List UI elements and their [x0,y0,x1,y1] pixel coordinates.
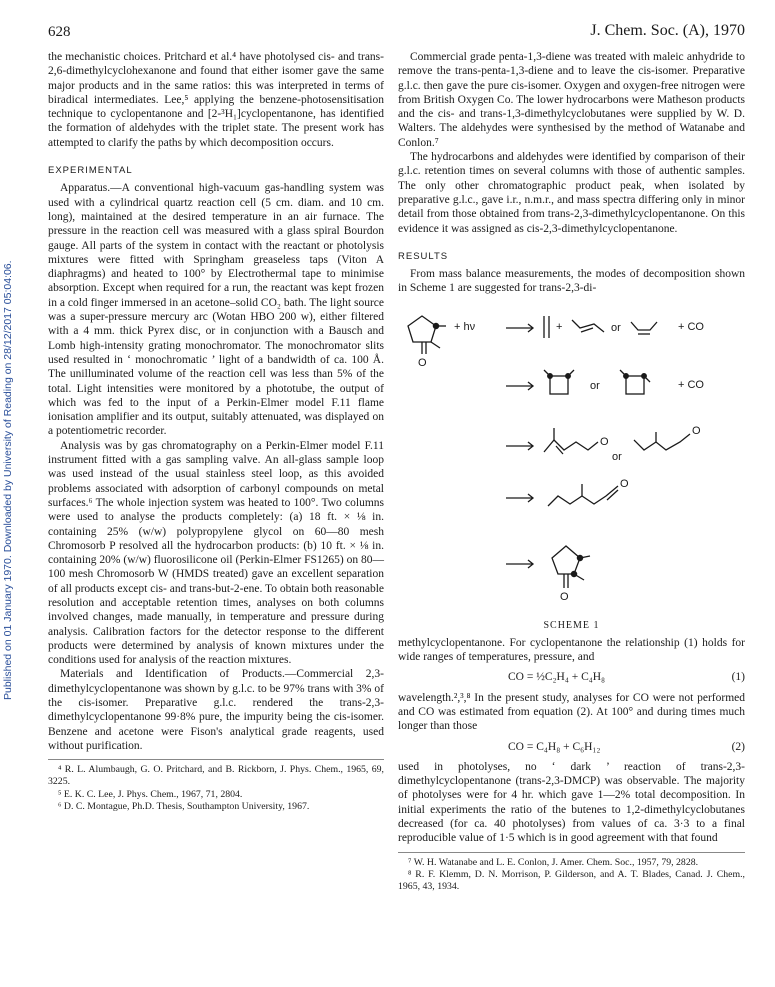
scheme-oxygen-2: O [560,590,569,603]
cyclobutane-structure-2 [620,370,650,394]
equation-1 [398,670,745,684]
results-heading: RESULTS [398,250,449,262]
scheme-1 [398,302,745,636]
materials-continued-paragraph: Commercial grade penta-1,3-diene was treated with maleic anhydride to remove the trans-penta-1,3-diene and to leave the cis-isomer. Preparative g.l.c. then gave the pure cis-isomer. Oxygen and oxygen-free nitrogen were from British Oxygen Co. The lower hydrocarbons were Matheson products and the cis- and trans-1,3-dimethylcyclobutanes were supplied by W. D. Walters. The aldehydes were synthesised by the method of Watanabe and Conlon.⁷ [398,51,745,149]
results-paragraph: From mass balance measurements, the modes of decomposition shown in Scheme 1 are suggested for trans-2,3-di- [398,268,745,295]
photolyses-paragraph: used in photolyses, no ‘ dark ’ reaction of trans-2,3-dimethylcyclopentanone (trans-2,3-DMCP) was observable. The majority of photolyses were for 4 hr. which gave 1—2% total decomposition. In initial experiments the ratio of the butenes to 1,2-dimethylcyclobutanes decreased (for ca. 40 photolyses) from values of ca. 3·3 to a final reproducible value of 1·5 which is in good agreement with that found [398,760,745,845]
scheme-plus-ethylene: + [556,320,563,333]
scheme-or-1: or [611,321,621,334]
right-footnotes [398,852,745,894]
equation-1-number: (1) [731,671,745,684]
footnote-8: ⁸ R. F. Klemm, D. N. Morrison, P. Gilderson, and A. T. Blades, Canad. J. Chem., 1965, 43, 1934. [398,868,745,893]
butene-structure-1 [572,320,604,332]
butene-structure-2 [631,322,657,334]
materials-paragraph: Materials and Identification of Products.—Commercial 2,3-dimethylcyclopentanone was shown by g.l.c. to be 97% trans with 3% of the cis-isomer. Preparative g.l.c. rendered the trans-2,3-dimethylcyclopentanone 99·8% pure, the impurity being the cis-isomer. Benzene and acetone were Fison's analytical grade reagents, used without purification. [48,668,384,752]
journal-title: J. Chem. Soc. (A), 1970 [590,22,745,39]
analysis-paragraph: Analysis was by gas chromatography on a Perkin-Elmer model F.11 instrument fitted with a gas sampling valve. An all-glass sample loop was used instead of the usual stainless steel loop, as this avoided problems associated with adsorption of carbonyl compounds on metal surfaces.⁶ The whole injection system was heated to 100°. Two columns were used to analyse the products completely: (a) 18 ft. × ⅛ in. containing 25% (w/w) polypropylene glycol on 60—80 mesh Chromosorb P resolved all the hydrocarbon products: (b) 10 ft. × ⅛ in. containing 20% (w/w) fluorosilicone oil (Perkin-Elmer FS1265) on 80—100 mesh Chromosorb W (HMDS treated) gave an excellent separation of all products except cis- and trans-but-2-ene. To obtain both reasonable resolution and acceptable retention times, analyses on both columns involved changes, made manually, in temperature and pressure during analysis. Calibration factors for the detector response to the different products were determined by analysis of known mixtures under the conditions used for analysis of the reaction mixtures. [48,439,385,667]
intro-paragraph: the mechanistic choices. Pritchard et al.⁴ have photolysed cis- and trans-2,6-dimethylcyclohexanone and found that either isomer gave the same major products and in the same ratios: this was interpreted in terms of biradical intermediates. Lee,⁵ applying the benzene-photosensitisation technique to cyclopentanone and [2-³H₁]cyclopentanone, has identified the formation of aldehydes with the triplet state. The present work has attempted to clarify the paths by which decomposition occurs. [48,51,384,149]
scheme-co-1: + CO [678,320,704,333]
equation-2-body: CO = C₄H₈ + C₆H₁₂ [508,740,601,753]
relationship-paragraph: methylcyclopentanone. For cyclopentanone the relationship (1) holds for wide ranges of temperatures, pressure, and [398,636,745,664]
aldehyde-structure-1 [544,428,598,454]
equation-1-body: CO = ½C₂H₄ + C₄H₈ [508,671,606,684]
left-column [48,50,384,813]
footnote-7: ⁷ W. H. Watanabe and L. E. Conlon, J. Amer. Chem. Soc., 1957, 79, 2828. [408,856,699,868]
footnote-4: ⁴ R. L. Alumbaugh, G. O. Pritchard, and B. Rickborn, J. Phys. Chem., 1965, 69, 3225. [48,764,384,788]
ethylene-structure [544,316,549,338]
cis-ketone-structure [552,546,590,588]
scheme-caption: SCHEME 1 [543,619,600,631]
provenance-note: Published on 01 January 1970. Downloaded by University of Reading on 28/12/2017 05:04:06. [2,260,14,700]
right-column [398,50,745,893]
footnote-6: ⁶ D. C. Montague, Ph.D. Thesis, Southampton University, 1967. [58,800,310,812]
wavelength-paragraph: wavelength.²,³,⁸ In the present study, analyses for CO were not performed and CO was estimated from equation (2). At 100° and during times much longer than those [398,691,745,733]
equation-2-number: (2) [731,740,745,753]
scheme-or-3: or [612,450,622,463]
scheme-oxygen-1: O [418,356,427,369]
apparatus-paragraph: Apparatus.—A conventional high-vacuum gas-handling system was used with a cylindrical quartz reaction cell (5 cm. diam. and 10 cm. long), maintained at the desired temperature in an air furnace. The pressure in the reaction cell was measured with a glass spiral Bourdon gauge. All parts of the system in contact with the reactant or photolysis mixtures were fitted with Springham greaseless taps (Viton A diaphragms) and heated to 100° by Electrothermal tape to minimise absorption. Except when required for a run, the reactant was kept frozen in a cold finger immersed in an acetone–solid CO₂ bath. The light source was a super-pressure mercury arc (Wotan HBO 200 w), either filtered with a 4 mm. thick Pyrex disc, or in conjunction with a Bausch and Lomb high-intensity grating monochromator. The monochromator slits used resulted in ‘ monochromatic ’ light of a bandwidth of ca. 100 Å. The unilluminated volume of the reaction cell was less than 5% of the total. Light intensities were monitored by a phototube, the output of which was fed to the input of a Perkin-Elmer model F.11 flame ionisation amplifier and its output, suitably attenuated, was displayed on a potentiometric recorder. [48,182,384,438]
aldehyde-structure-2 [634,432,690,450]
scheme-aldehyde-o-3: O [620,477,629,490]
reactant-ketone-structure [408,316,446,354]
equation-2 [398,740,745,754]
scheme-co-2: + CO [678,378,704,391]
scheme-hv-label: + hν [454,320,476,333]
identification-paragraph: The hydrocarbons and aldehydes were identified by comparison of their g.l.c. retention times on several columns with those of authentic samples. The only other chromatographic product peak, when isolated by preparative g.l.c., gave i.r., n.m.r., and mass spectra differing only in minor detail from those obtained from trans-2,3-dimethylcyclopentanone. On this evidence it was assigned as cis-2,3-dimethylcyclopentanone. [398,151,745,235]
cyclobutane-structure-1 [544,370,574,394]
scheme-or-2: or [590,379,600,392]
scheme-aldehyde-o-2: O [692,424,701,437]
left-footnotes [48,759,384,813]
footnote-5: ⁵ E. K. C. Lee, J. Phys. Chem., 1967, 71, 2804. [58,788,243,800]
scheme-aldehyde-o-1: O [600,435,609,448]
scheme-1-drawing [398,302,745,620]
aldehyde-structure-3 [548,484,618,506]
experimental-heading: EXPERIMENTAL [48,165,133,177]
page-number: 628 [48,24,71,40]
